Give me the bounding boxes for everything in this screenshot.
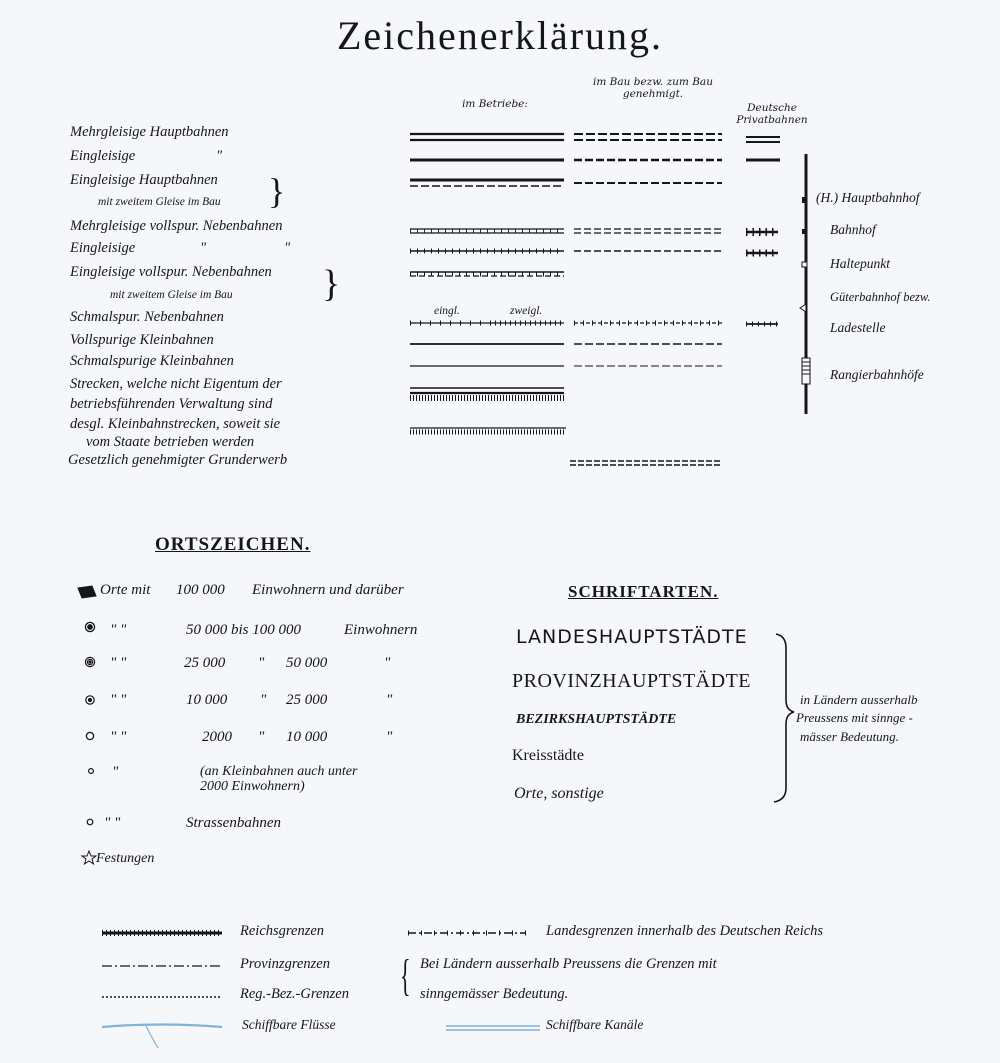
symbol-fortress: [82, 851, 96, 864]
ortszeichen-tram: Strassenbahnen: [186, 815, 281, 831]
ditto-mark: ": [216, 148, 223, 164]
boundary-note-2: sinngemässer Bedeutung.: [420, 986, 569, 1002]
ortszeichen-fortress: Festungen: [96, 851, 155, 866]
symbol-state-operated-light-railway: [410, 428, 566, 432]
symbol-city-10000: [86, 696, 94, 704]
brace-boundary-note: {: [400, 951, 411, 1000]
station-haltepunkt: Haltepunkt: [830, 256, 890, 271]
label-single-gauge: eingl.: [434, 305, 460, 317]
boundary-note-1: Bei Ländern ausserhalb Preussens die Grenzen mit: [420, 956, 717, 972]
symbol-station-line: [800, 154, 810, 414]
font-sample-other-places: Orte, sonstige: [514, 785, 604, 802]
schriftarten-note-2: Preussens mit sinnge -: [796, 710, 913, 725]
station-loading: Ladestelle: [830, 320, 886, 335]
ortszeichen-row-1-label: Orte mit: [100, 582, 151, 598]
column-header-in-operation: im Betriebe:: [462, 98, 528, 110]
label-not-owned-line-1: Strecken, welche nicht Eigentum der: [70, 376, 282, 392]
ortszeichen-row-2-b: Einwohnern: [344, 622, 418, 638]
label-second-track-under-construction: mit zweitem Gleise im Bau: [98, 196, 221, 208]
ditto-mark: ": [284, 240, 291, 256]
symbol-not-owned-line: [410, 388, 564, 398]
ortszeichen-row-4-sep: ": [260, 692, 267, 708]
ortszeichen-small-note-1: (an Kleinbahnen auch unter: [200, 764, 358, 779]
symbol-navigable-canal: [446, 1026, 540, 1030]
ortszeichen-row-5-b: 10 000: [286, 729, 328, 745]
ortszeichen-row-1-b: Einwohnern und darüber: [252, 582, 404, 598]
label-single-track-main: Eingleisige Hauptbahnen: [70, 172, 218, 188]
brace-main-second-track: }: [268, 171, 286, 211]
label-double-gauge: zweigl.: [510, 305, 543, 317]
boundary-regbez-label: Reg.-Bez.-Grenzen: [240, 986, 349, 1002]
ortszeichen-row-4-b: 25 000: [286, 692, 328, 708]
font-sample-state-capitals: LANDESHAUPTSTÄDTE: [516, 626, 748, 648]
brace-font-samples: [774, 634, 794, 802]
column-header-under-construction: im Bau bezw. zum Bau genehmigt.: [593, 76, 713, 100]
ortszeichen-row-5-ditto: " ": [110, 729, 127, 745]
label-narrow-gauge-light-railway: Schmalspurige Kleinbahnen: [70, 353, 234, 369]
label-state-operated-2: vom Staate betrieben werden: [86, 434, 255, 450]
ortszeichen-row-3-end: ": [384, 655, 391, 671]
symbol-city-25000: [85, 657, 94, 666]
label-second-track-under-construction: mit zweitem Gleise im Bau: [110, 289, 233, 301]
ortszeichen-tram-ditto: " ": [104, 815, 121, 831]
symbol-small-place: [89, 769, 94, 774]
ortszeichen-row-3-ditto: " ": [110, 655, 127, 671]
symbol-single-main-second-track: [410, 180, 722, 186]
symbol-tram-place: [87, 819, 93, 825]
label-standard-gauge-light-railway: Vollspurige Kleinbahnen: [70, 332, 214, 348]
station-bahnhof: Bahnhof: [830, 222, 876, 237]
canals-label: Schiffbare Kanäle: [546, 1017, 644, 1032]
ortszeichen-row-3-b: 50 000: [286, 655, 328, 671]
ortszeichen-row-3-a: 25 000: [184, 655, 226, 671]
label-single-track: Eingleisige: [70, 148, 136, 164]
schriftarten-note-1: in Ländern ausserhalb: [800, 692, 918, 707]
ortszeichen-small-note-2: 2000 Einwohnern): [200, 779, 305, 794]
label-narrow-gauge-branch: Schmalspur. Nebenbahnen: [70, 309, 224, 325]
font-sample-county-towns: Kreisstädte: [512, 747, 584, 764]
schriftarten-note-3: mässer Bedeutung.: [800, 729, 899, 744]
ortszeichen-row-3-sep: ": [258, 655, 265, 671]
boundary-land-label: Landesgrenzen innerhalb des Deutschen Reichs: [546, 923, 824, 939]
font-sample-provincial-capitals: PROVINZHAUPTSTÄDTE: [512, 670, 751, 692]
symbol-single-track-branch: [410, 251, 778, 253]
symbol-city-2000: [86, 732, 93, 739]
rivers-label: Schiffbare Flüsse: [242, 1017, 336, 1032]
symbol-city-50000: [85, 622, 94, 631]
label-multi-track-branch: Mehrgleisige vollspur. Nebenbahnen: [70, 218, 283, 234]
font-sample-district-capitals: BEZIRKSHAUPTSTÄDTE: [516, 712, 677, 727]
ortszeichen-row-4-a: 10 000: [186, 692, 228, 708]
symbol-multi-track-main: [410, 134, 780, 142]
ortszeichen-small-ditto: ": [112, 764, 119, 780]
label-single-track-branch: Eingleisige: [70, 240, 136, 256]
column-header-private: Deutsche Privatbahnen: [736, 102, 808, 126]
ortszeichen-row-1-a: 100 000: [176, 582, 225, 598]
ortszeichen-row-5-a: 2000: [202, 729, 232, 745]
legend-title: Zeichenerklärung.: [336, 13, 664, 58]
label-not-owned-line-2: betriebsführenden Verwaltung sind: [70, 396, 273, 412]
station-marshalling: Rangierbahnhöfe: [830, 367, 924, 382]
ortszeichen-row-5-sep: ": [258, 729, 265, 745]
symbol-multi-track-branch: [410, 229, 778, 233]
station-goods: Güterbahnhof bezw.: [830, 290, 931, 304]
ortszeichen-row-2-ditto: " ": [110, 622, 127, 638]
symbol-single-branch-second-track: [410, 272, 564, 276]
label-multi-track-main: Mehrgleisige Hauptbahnen: [70, 124, 229, 140]
label-state-operated-1: desgl. Kleinbahnstrecken, soweit sie: [70, 416, 281, 432]
ortszeichen-row-2-a: 50 000 bis 100 000: [186, 622, 302, 638]
ortszeichen-row-4-end: ": [386, 692, 393, 708]
boundary-reich-label: Reichsgrenzen: [240, 923, 325, 939]
symbol-land-acquisition: [570, 461, 722, 465]
ortszeichen-row-4-ditto: " ": [110, 692, 127, 708]
ditto-mark: ": [200, 240, 207, 256]
symbol-narrow-gauge-branch: [410, 323, 778, 324]
boundary-province-label: Provinzgrenzen: [240, 956, 330, 972]
ortszeichen-heading: ORTSZEICHEN.: [155, 534, 311, 555]
label-single-track-standard-branch: Eingleisige vollspur. Nebenbahnen: [70, 264, 272, 280]
symbol-city-100000: [78, 586, 96, 598]
station-main: (H.) Hauptbahnhof: [816, 190, 920, 205]
label-approved-land-acquisition: Gesetzlich genehmigter Grunderwerb: [68, 452, 288, 468]
ortszeichen-row-5-end: ": [386, 729, 393, 745]
brace-branch-second-track: }: [322, 263, 341, 305]
symbol-navigable-river: [102, 1025, 222, 1049]
schriftarten-heading: SCHRIFTARTEN.: [568, 582, 719, 601]
